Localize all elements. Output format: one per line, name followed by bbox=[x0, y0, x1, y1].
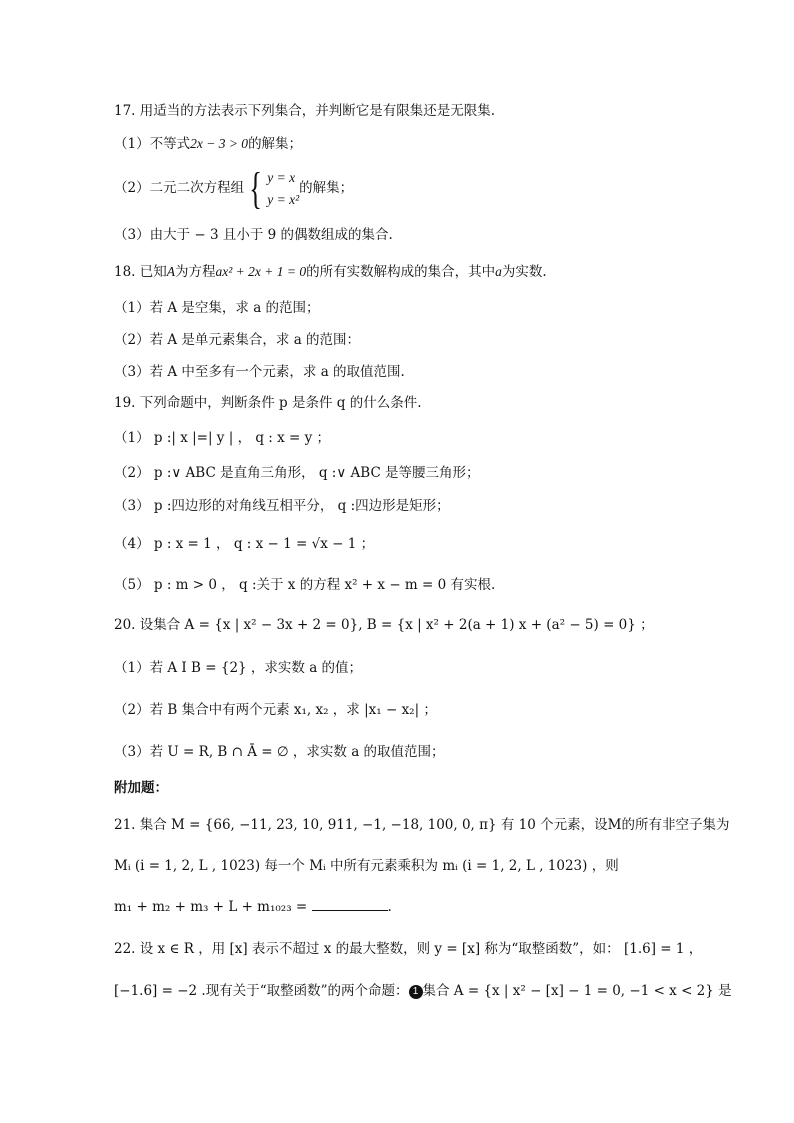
q18-stem-c: 的所有实数解构成的集合，其中 bbox=[306, 264, 496, 280]
q18-stem-d: 为实数. bbox=[501, 264, 547, 280]
q17-part3: （3）由大于 − 3 且小于 9 的偶数组成的集合. bbox=[114, 227, 393, 243]
q19-part2: （2） p :∨ ABC 是直角三角形， q :∨ ABC 是等腰三角形； bbox=[114, 465, 480, 481]
q18-set-A: A bbox=[166, 264, 176, 279]
q18-stem-a: 18. 已知 bbox=[114, 264, 167, 280]
q19-part3: （3） p :四边形的对角线互相平分， q :四边形是矩形； bbox=[114, 498, 450, 514]
q17-part1-math: 2x − 3 > 0 bbox=[190, 136, 249, 151]
q18-part3: （3）若 A 中至多有一个元素，求 a 的取值范围. bbox=[114, 364, 405, 380]
q17-part1-tail: 的解集； bbox=[248, 136, 303, 152]
q21-line3 bbox=[114, 896, 392, 917]
q22-line2-a: [−1.6] = −2 .现有关于“取整函数”的两个命题： bbox=[114, 983, 409, 999]
q22-line2-b: 集合 A = {x | x² − [x] − 1 = 0, −1 < x < 2} 是 bbox=[422, 983, 732, 999]
q17-part2-label: （2）二元二次方程组 bbox=[114, 180, 245, 196]
q19-part5: （5） p : m > 0 ， q :关于 x 的方程 x² + x − m = 0 有实根. bbox=[114, 577, 496, 593]
q18-var-a: a bbox=[495, 264, 502, 279]
q21-line1: 21. 集合 M = {66, −11, 23, 10, 911, −1, −18, 100, 0, π} 有 10 个元素，设M的所有非空子集为 bbox=[114, 817, 730, 833]
q20-part2: （2）若 B 集合中有两个元素 x₁, x₂ ，求 |x₁ − x₂| ； bbox=[114, 702, 437, 718]
q18-stem-b: 为方程 bbox=[175, 264, 216, 280]
q18-equation: ax² + 2x + 1 = 0 bbox=[215, 264, 307, 279]
q18-part2: （2）若 A 是单元素集合，求 a 的范围： bbox=[114, 332, 361, 348]
q22-line1: 22. 设 x ∈ R ，用 [x] 表示不超过 x 的最大整数，则 y = [x] 称为“取整函数”，如： [1.6] = 1 ， bbox=[114, 941, 703, 957]
q20-stem: 20. 设集合 A = {x | x² − 3x + 2 = 0}, B = {x | x² + 2(a + 1) x + (a² − 5) = 0} ； bbox=[114, 617, 654, 633]
q19-part1: （1） p :| x |=| y | ， q : x = y ； bbox=[114, 430, 331, 446]
q18-part1: （1）若 A 是空集，求 a 的范围； bbox=[114, 300, 320, 316]
q22-line2 bbox=[114, 981, 732, 1001]
q17-part1-label: （1）不等式 bbox=[114, 136, 191, 152]
q20-part1: （1）若 A I B = {2} ，求实数 a 的值； bbox=[114, 660, 363, 676]
q21-expression: m₁ + m₂ + m₃ + L + m₁₀₂₃ = bbox=[114, 899, 312, 915]
q20-part3: （3）若 U = R, B ∩ Ā = ∅ ，求实数 a 的取值范围； bbox=[114, 744, 445, 760]
brace-symbol: { bbox=[249, 163, 262, 213]
equation-2: y = x² bbox=[267, 191, 300, 207]
q21-line2: Mᵢ (i = 1, 2, L , 1023) 每一个 Mᵢ 中所有元素乘积为 mᵢ (i = 1, 2, L , 1023) ，则 bbox=[114, 858, 619, 874]
q18-stem bbox=[114, 262, 547, 282]
q19-stem: 19. 下列命题中，判断条件 p 是条件 q 的什么条件. bbox=[114, 395, 422, 411]
answer-blank bbox=[312, 896, 388, 911]
extra-heading: 附加题： bbox=[114, 780, 168, 796]
period: . bbox=[387, 899, 392, 915]
circled-number-icon: 1 bbox=[409, 985, 423, 999]
q17-stem: 17. 用适当的方法表示下列集合，并判断它是有限集还是无限集. bbox=[114, 103, 496, 119]
equation-1: y = x bbox=[267, 169, 296, 185]
q17-part2-tail: 的解集； bbox=[299, 180, 354, 196]
equation-system bbox=[267, 167, 299, 211]
q17-part2 bbox=[114, 163, 354, 213]
q19-part4: （4） p : x = 1 ， q : x − 1 = √x − 1 ； bbox=[114, 536, 375, 552]
q17-part1 bbox=[114, 134, 302, 154]
